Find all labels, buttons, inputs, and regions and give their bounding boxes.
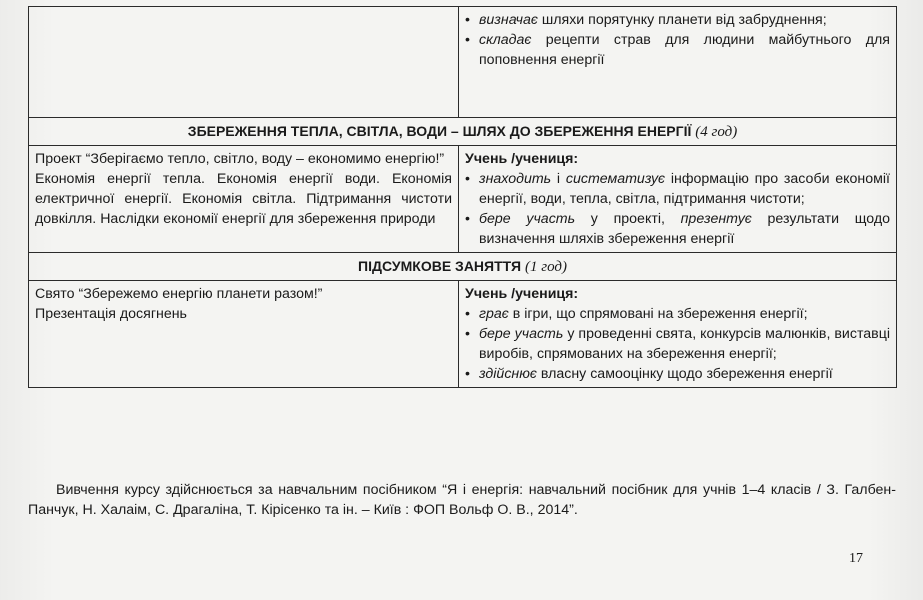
section-heading-cell (29, 253, 897, 281)
content-cell (29, 281, 459, 388)
list-item (465, 364, 890, 384)
list-item (465, 10, 890, 30)
table-row (29, 7, 897, 118)
outcome-verb: презентує (680, 211, 752, 227)
section-heading-row (29, 253, 897, 281)
course-textbook-note: Вивчення курсу здійснюється за навчальним посібником “Я і енергія: навчальний посібник для учнів 1–4 класів / З. Галбен-Панчук, Н. Халаім, С. Драгаліна, Т. Кірісенко та ін. – Київ : ФОП Вольф О. В., 2014”. (28, 482, 896, 519)
list-item (465, 169, 890, 209)
outcome-verb: визначає (479, 12, 538, 28)
outcome-text: результати щодо визначення шляхів збереження енергії (479, 211, 891, 247)
outcome-verb: здійснює (479, 366, 537, 382)
event-title: Свято “Збережемо енергію планети разом!” (35, 286, 323, 302)
outcomes-list (465, 169, 890, 249)
outcome-text: власну самооцінку щодо збереження енергії (536, 366, 833, 382)
outcomes-cell (459, 281, 897, 388)
learner-label: Учень /учениця: (465, 286, 579, 302)
outcomes-cell (459, 7, 897, 118)
table-row (29, 281, 897, 388)
list-item (465, 209, 890, 249)
section-hours: (1 год) (524, 259, 567, 275)
table-row (29, 146, 897, 253)
content-text: Економія енергії тепла. Економія енергії води. Економія електричної енергії. Економія світла. Підтримання чистоти довкілля. Наслідки економії енергії для збереження природи (35, 171, 452, 227)
outcome-text: у проведенні свята, конкурсів малюнків, виставці виробів, спрямованих на збереження енергії; (479, 326, 890, 362)
section-heading-cell (29, 118, 897, 146)
outcome-verb: бере участь (479, 211, 576, 227)
list-item (465, 324, 890, 364)
section-title: ЗБЕРЕЖЕННЯ ТЕПЛА, СВІТЛА, ВОДИ – ШЛЯХ ДО ЗБЕРЕЖЕННЯ ЕНЕРГІЇ (187, 123, 692, 139)
section-heading-row (29, 118, 897, 146)
outcomes-list (465, 304, 890, 384)
section-hours: (4 год) (695, 124, 738, 140)
outcome-verb: складає (479, 32, 532, 48)
content-cell (29, 146, 459, 253)
project-title: Проект “Зберігаємо тепло, світло, воду – економимо енергію!” (35, 151, 445, 167)
outcome-verb: систематизує (565, 171, 666, 187)
outcome-verb: бере участь (479, 326, 564, 342)
content-text: Презентація досягнень (35, 306, 187, 322)
outcomes-list (465, 10, 890, 70)
outcome-verb: грає (479, 306, 509, 322)
curriculum-table (28, 6, 897, 388)
outcome-text: інформацію про засоби економії енергії, води, тепла, світла, підтримання чистоти; (479, 171, 890, 207)
page-number: 17 (849, 551, 863, 566)
outcome-text: і (551, 171, 566, 187)
outcomes-cell (459, 146, 897, 253)
outcome-text: шляхи порятунку планети від забруднення; (537, 12, 827, 28)
outcome-text: в ігри, що спрямовані на збереження енергії; (508, 306, 808, 322)
outcome-verb: знаходить (479, 171, 552, 187)
list-item (465, 30, 890, 70)
outcome-text: рецепти страв для людини майбутнього для поповнення енергії (479, 32, 890, 68)
learner-label: Учень /учениця: (465, 151, 579, 167)
list-item (465, 304, 890, 324)
outcome-text: у проекті, (575, 211, 681, 227)
section-title: ПІДСУМКОВЕ ЗАНЯТТЯ (358, 258, 522, 274)
content-cell (29, 7, 459, 118)
